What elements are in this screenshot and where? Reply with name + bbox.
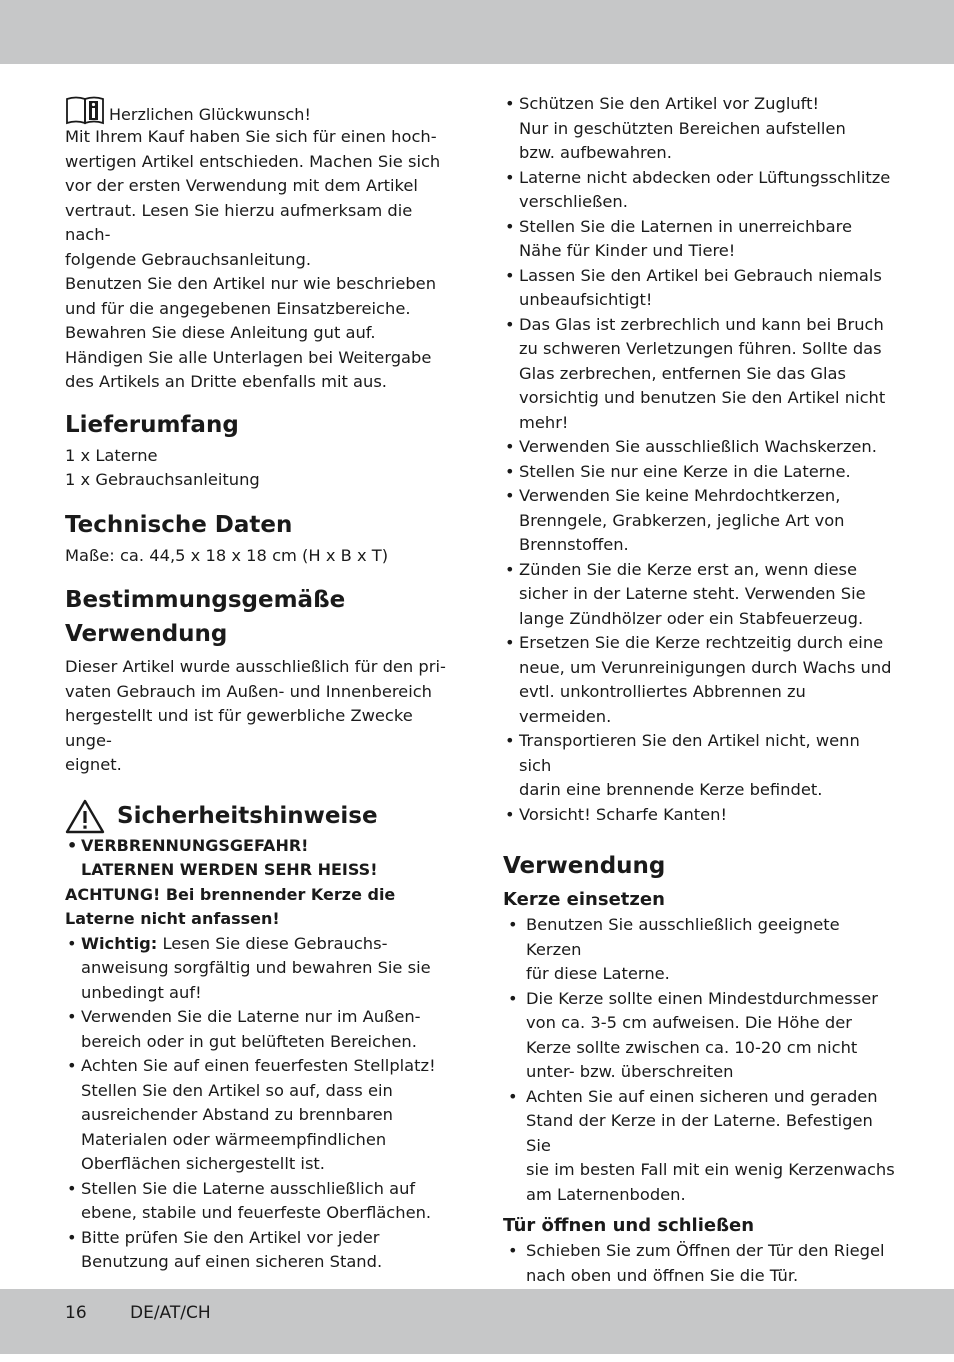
safety-item-line: Stellen Sie nur eine Kerze in die Laterne.: [519, 461, 851, 481]
safety-item-wichtig: [65, 932, 450, 1006]
safety-item-line: Schützen Sie den Artikel vor Zugluft!: [519, 94, 820, 113]
safety-item-line: Transportieren Sie den Artikel nicht, wenn sich: [519, 731, 860, 775]
intro-line: vor der ersten Verwendung mit dem Artikel: [65, 176, 418, 195]
kerze-item-line: sie im besten Fall mit ein wenig Kerzenwachs: [526, 1160, 895, 1179]
page-number: 16: [65, 1303, 87, 1323]
safety-item-line: Das Glas ist zerbrechlich und kann bei Bruch: [519, 314, 884, 334]
kerze-item-line: unter- bzw. überschreiten: [526, 1062, 734, 1081]
safety-item-line: Benutzung auf einen sicheren Stand.: [81, 1252, 383, 1271]
achtung-line: Laterne nicht anfassen!: [65, 909, 280, 928]
safety-item-line: Stellen Sie die Laternen in unerreichbare: [519, 216, 852, 236]
safety-item-line: lange Zündhölzer oder ein Stabfeuerzeug.: [519, 608, 864, 628]
kerze-item-line: für diese Laterne.: [526, 964, 670, 983]
safety-item: [503, 313, 895, 436]
subsection-title-kerze: Kerze einsetzen: [503, 889, 665, 910]
safety-item-line: sicher in der Laterne steht. Verwenden Sie: [519, 584, 866, 603]
section-title-lieferumfang: Lieferumfang: [65, 411, 239, 438]
safety-item-line: Nur in geschützten Bereichen aufstellen: [519, 118, 846, 138]
safety-item-line: Nähe für Kinder und Tiere!: [519, 241, 736, 260]
bestimmung-line: Dieser Artikel wurde ausschließlich für den pri-: [65, 657, 446, 676]
safety-item: [503, 631, 895, 729]
right-column: [503, 92, 895, 1362]
safety-item-line: Bitte prüfen Sie den Artikel vor jeder: [81, 1227, 380, 1247]
intro-heading-row: [65, 95, 450, 125]
intro-line: Bewahren Sie diese Anleitung gut auf.: [65, 323, 376, 342]
left-column: [65, 95, 450, 1275]
intro-text: [65, 125, 450, 395]
wichtig-label: Wichtig:: [81, 933, 158, 953]
tuer-item-line: nach oben und öffnen Sie die Tür.: [526, 1265, 799, 1285]
safety-item-line: Verwenden Sie ausschließlich Wachskerzen.: [519, 437, 877, 456]
safety-item: [503, 92, 895, 166]
safety-item: [503, 729, 895, 803]
intro-line: Händigen Sie alle Unterlagen bei Weitergabe: [65, 347, 432, 367]
safety-item-line: Zünden Sie die Kerze erst an, wenn diese: [519, 559, 857, 579]
wichtig-text: Lesen Sie diese Gebrauchs-: [157, 933, 388, 953]
intro-line: folgende Gebrauchsanleitung.: [65, 249, 312, 269]
safety-item-line: unbeaufsichtigt!: [519, 290, 653, 309]
tech-dimensions: Maße: ca. 44,5 x 18 x 18 cm (H x B x T): [65, 545, 389, 565]
safety-item: [65, 1177, 450, 1226]
kerze-item-line: Die Kerze sollte einen Mindestdurchmesser: [526, 988, 878, 1008]
section-title-sicherheit: Sicherheitshinweise: [117, 802, 378, 829]
burn-warning-line2: LATERNEN WERDEN SEHR HEISS!: [81, 860, 378, 879]
safety-item: [503, 215, 895, 264]
safety-item-line: Glas zerbrechen, entfernen Sie das Glas: [519, 363, 846, 383]
safety-item-line: mehr!: [519, 412, 569, 432]
safety-item-line: Stellen Sie den Artikel so auf, dass ein: [81, 1080, 393, 1100]
kerze-item-line: Achten Sie auf einen sicheren und geraden: [526, 1086, 878, 1106]
safety-item-line: Achten Sie auf einen feuerfesten Stellplatz!: [81, 1056, 436, 1075]
warning-triangle-icon: [65, 798, 105, 834]
tuer-item-line: Schieben Sie zum Öffnen der Tür den Riegel: [526, 1241, 885, 1260]
safety-item-line: neue, um Verunreinigungen durch Wachs und: [519, 657, 892, 677]
safety-item-line: Oberflächen sichergestellt ist.: [81, 1154, 325, 1173]
section-title-bestimmung: [65, 583, 450, 651]
safety-item-line: Brennstoffen.: [519, 535, 629, 554]
delivery-item: 1 x Laterne: [65, 445, 158, 465]
safety-item-line: Lassen Sie den Artikel bei Gebrauch niemals: [519, 265, 882, 285]
info-book-icon: [65, 95, 105, 125]
kerze-item: [503, 913, 895, 987]
kerze-item-line: von ca. 3-5 cm aufweisen. Die Höhe der: [526, 1013, 852, 1032]
safety-item: [503, 435, 895, 460]
kerze-item: [503, 987, 895, 1085]
intro-line: vertraut. Lesen Sie hierzu aufmerksam die nach-: [65, 200, 413, 244]
intro-line: und für die angegebenen Einsatzbereiche.: [65, 298, 411, 318]
bestimmung-title-line2: Verwendung: [65, 621, 228, 647]
burn-warning-item: [65, 834, 450, 883]
bestimmung-title-line1: Bestimmungsgemäße: [65, 587, 346, 613]
safety-item-line: bzw. aufbewahren.: [519, 143, 672, 162]
safety-item-line: zu schweren Verletzungen führen. Sollte das: [519, 339, 882, 358]
footer-region: DE/AT/CH: [130, 1303, 211, 1323]
header-bar: [0, 0, 954, 64]
safety-item-line: Materialen oder wärmeempfindlichen: [81, 1129, 387, 1149]
safety-item-line: darin eine brennende Kerze befindet.: [519, 780, 823, 799]
intro-line: Benutzen Sie den Artikel nur wie beschrieben: [65, 274, 437, 293]
kerze-item: [503, 1085, 895, 1208]
safety-item-line: ausreichender Abstand zu brennbaren: [81, 1105, 393, 1124]
safety-item-line: ebene, stabile und feuerfeste Oberflächen.: [81, 1203, 432, 1222]
kerze-list: [503, 913, 895, 1207]
section-title-technische-daten: Technische Daten: [65, 511, 293, 538]
safety-item-line: verschließen.: [519, 192, 628, 211]
safety-item: [503, 558, 895, 632]
intro-line: des Artikels an Dritte ebenfalls mit aus.: [65, 372, 387, 391]
kerze-item-line: Kerze sollte zwischen ca. 10-20 cm nicht: [526, 1037, 858, 1057]
safety-item-line: Brenngele, Grabkerzen, jegliche Art von: [519, 510, 845, 530]
wichtig-cont: anweisung sorgfältig und bewahren Sie sie: [81, 958, 431, 977]
tuer-item: [503, 1239, 895, 1288]
kerze-item-line: Benutzen Sie ausschließlich geeignete Kerzen: [526, 915, 840, 959]
safety-heading-row: [65, 798, 450, 834]
delivery-item: 1 x Gebrauchsanleitung: [65, 470, 260, 489]
safety-item-line: bereich oder in gut belüfteten Bereichen.: [81, 1031, 417, 1051]
achtung-line: ACHTUNG! Bei brennender Kerze die: [65, 884, 396, 904]
bestimmung-line: vaten Gebrauch im Außen- und Innenbereich: [65, 681, 432, 701]
safety-item: [503, 166, 895, 215]
safety-item: [65, 1005, 450, 1054]
intro-heading: Herzlichen Glückwunsch!: [109, 105, 311, 124]
section-title-verwendung: Verwendung: [503, 853, 666, 879]
burn-warning-line1: VERBRENNUNGSGEFAHR!: [81, 835, 309, 855]
bestimmung-line: eignet.: [65, 755, 122, 774]
burn-warning: [65, 834, 450, 883]
safety-list-left: [65, 932, 450, 1275]
safety-item-line: Vorsicht! Scharfe Kanten!: [519, 804, 728, 824]
intro-line: wertigen Artikel entschieden. Machen Sie sich: [65, 151, 441, 171]
safety-item: [503, 460, 895, 485]
safety-item: [503, 264, 895, 313]
safety-item-line: Verwenden Sie keine Mehrdochtkerzen,: [519, 486, 841, 505]
safety-item-line: vorsichtig und benutzen Sie den Artikel nicht: [519, 388, 886, 407]
wichtig-cont: unbedingt auf!: [81, 982, 202, 1002]
kerze-item-line: Stand der Kerze in der Laterne. Befestigen Sie: [526, 1111, 873, 1155]
safety-item-line: Ersetzen Sie die Kerze rechtzeitig durch eine: [519, 633, 884, 652]
bestimmung-line: hergestellt und ist für gewerbliche Zwecke unge-: [65, 706, 413, 750]
safety-item-line: Laterne nicht abdecken oder Lüftungsschlitze: [519, 167, 891, 187]
kerze-item-line: am Laternenboden.: [526, 1184, 686, 1204]
safety-list-right: [503, 92, 895, 827]
safety-item: [503, 803, 895, 828]
safety-item-line: Stellen Sie die Laterne ausschließlich auf: [81, 1178, 416, 1198]
safety-item: [65, 1226, 450, 1275]
bestimmung-text: [65, 655, 450, 778]
safety-item-line: Verwenden Sie die Laterne nur im Außen-: [81, 1007, 421, 1026]
subsection-title-tuer: Tür öffnen und schließen: [503, 1215, 755, 1236]
safety-item: [503, 484, 895, 558]
intro-line: Mit Ihrem Kauf haben Sie sich für einen hoch-: [65, 127, 437, 146]
safety-item-line: evtl. unkontrolliertes Abbrennen zu vermeiden.: [519, 682, 806, 726]
safety-item: [65, 1054, 450, 1177]
